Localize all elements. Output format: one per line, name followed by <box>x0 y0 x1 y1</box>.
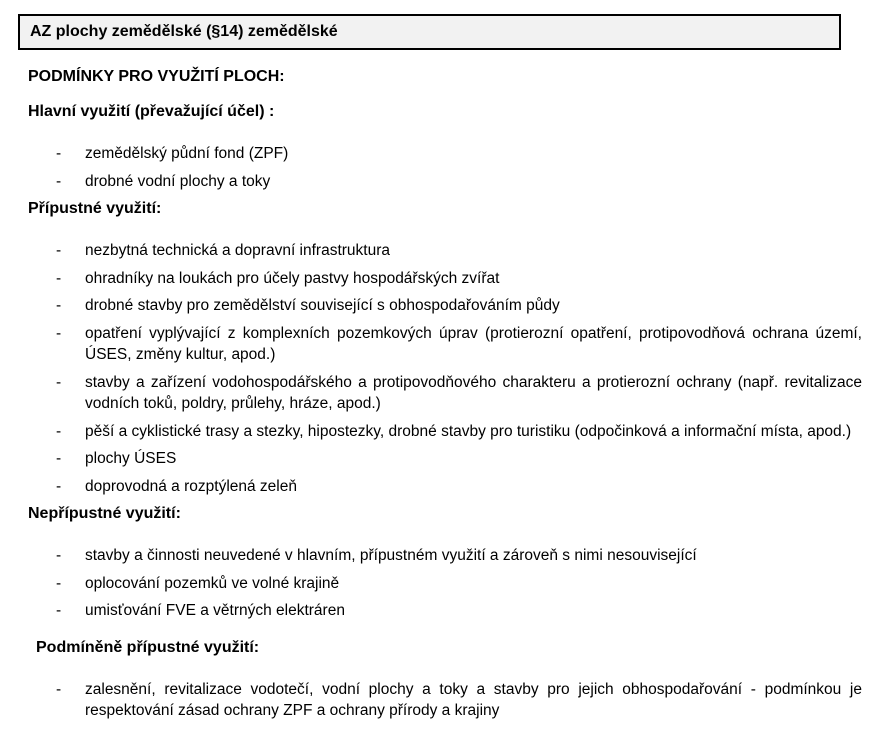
list-item <box>28 421 862 443</box>
list-item-text: drobné stavby pro zemědělství související s obhospodařováním půdy <box>85 297 560 314</box>
bullet-dash: - <box>56 297 62 314</box>
list-item-text: drobné vodní plochy a toky <box>85 172 271 190</box>
list-item <box>28 476 862 498</box>
page-title: PODMÍNKY PRO VYUŽITÍ PLOCH: <box>28 68 285 85</box>
list-item <box>28 679 862 722</box>
section-heading-pripustne-vyuziti: Přípustné využití: <box>28 200 162 217</box>
section-heading-nepripustne-vyuziti: Nepřípustné využití: <box>28 505 181 522</box>
list-item-text: plochy ÚSES <box>85 450 177 467</box>
list-item-text: nezbytná technická a dopravní infrastruktura <box>85 242 391 259</box>
bullet-list-podminene-pripustne-vyuziti <box>28 679 862 722</box>
list-item <box>28 372 862 415</box>
list-item-text: stavby a zařízení vodohospodářského a protipovodňového charakteru a protierozní ochrany (např. revitalizace vodních toků, poldry, průlehy, hráze, apod.) <box>85 373 862 412</box>
bullet-dash: - <box>56 324 62 342</box>
zone-title: AZ plochy zemědělské (§14) zemědělské <box>30 23 338 40</box>
list-item-text: stavby a činnosti neuvedené v hlavním, přípustném využití a zároveň s nimi nesouvisející <box>85 547 697 564</box>
list-item-text: pěší a cyklistické trasy a stezky, hipostezky, drobné stavby pro turistiku (odpočinková a informační místa, apod.) <box>85 422 852 440</box>
bullet-dash: - <box>56 242 62 259</box>
bullet-list-nepripustne-vyuziti <box>28 545 862 622</box>
bullet-dash: - <box>56 680 62 698</box>
bullet-dash: - <box>56 422 62 440</box>
bullet-dash: - <box>56 145 62 162</box>
list-item <box>28 545 862 567</box>
bullet-dash: - <box>56 450 62 467</box>
section-heading-podminene-pripustne-vyuziti: Podmíněně přípustné využití: <box>36 638 260 656</box>
zone-title-box <box>18 14 841 50</box>
list-item <box>28 240 862 262</box>
bullet-dash: - <box>56 477 62 495</box>
list-item-text: umisťování FVE a větrných elektráren <box>85 602 345 619</box>
document-content <box>28 66 862 722</box>
list-item <box>28 448 862 470</box>
bullet-list-hlavni-vyuziti <box>28 143 862 192</box>
list-item-text: ohradníky na loukách pro účely pastvy hospodářských zvířat <box>85 269 500 287</box>
section-heading-hlavni-vyuziti: Hlavní využití (převažující účel) : <box>28 103 275 120</box>
bullet-dash: - <box>56 172 62 190</box>
list-item-text: opatření vyplývající z komplexních pozemkových úprav (protierozní opatření, protipovodňová ochrana území, ÚSES, změny kultur, apod.) <box>85 324 862 363</box>
list-item <box>28 171 862 193</box>
list-item-text: doprovodná a rozptýlená zeleň <box>85 477 297 495</box>
list-item <box>28 295 862 317</box>
list-item <box>28 600 862 622</box>
list-item <box>28 323 862 366</box>
bullet-dash: - <box>56 373 62 391</box>
bullet-dash: - <box>56 602 62 619</box>
bullet-dash: - <box>56 574 62 592</box>
bullet-list-pripustne-vyuziti <box>28 240 862 497</box>
list-item <box>28 143 862 165</box>
bullet-dash: - <box>56 547 62 564</box>
bullet-dash: - <box>56 269 62 287</box>
list-item <box>28 573 862 595</box>
list-item-text: zemědělský půdní fond (ZPF) <box>85 145 289 162</box>
list-item <box>28 268 862 290</box>
list-item-text: zalesnění, revitalizace vodotečí, vodní plochy a toky a stavby pro jejich obhospodařování - podmínkou je respektování zásad ochrany ZPF a ochrany přírody a krajiny <box>85 680 862 719</box>
list-item-text: oplocování pozemků ve volné krajině <box>85 574 340 592</box>
